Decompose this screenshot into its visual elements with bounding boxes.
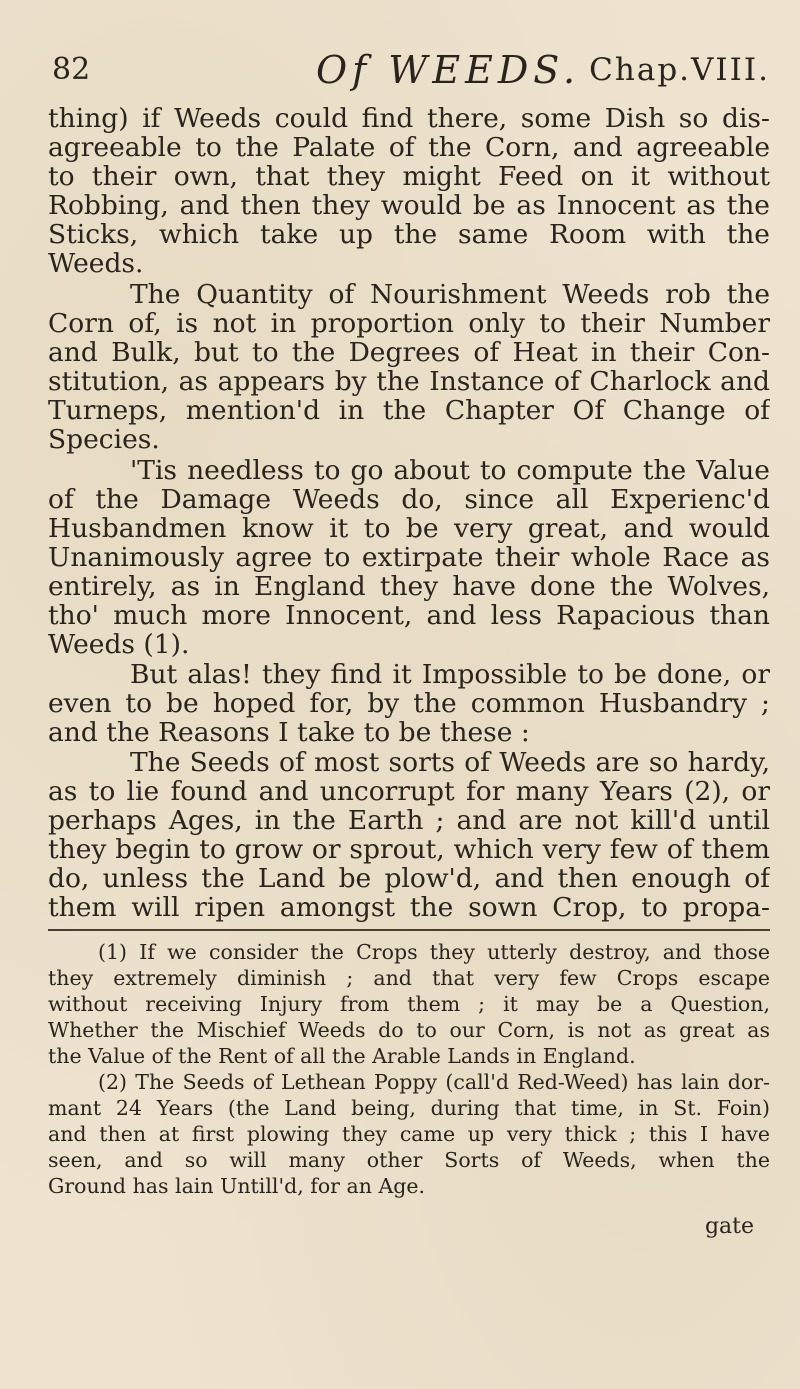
body-line: do, unless the Land be plow'd, and then enough of — [48, 863, 770, 894]
body-line: to their own, that they might Feed on it without — [48, 161, 770, 192]
body-line: 'Tis needless to go about to compute the Value — [130, 455, 770, 486]
footnote-line: seen, and so will many other Sorts of Weeds, when the — [48, 1148, 770, 1172]
page-number: 82 — [52, 52, 91, 87]
body-line: they begin to grow or sprout, which very few of them — [48, 834, 770, 865]
body-line: The Seeds of most sorts of Weeds are so hardy, — [130, 747, 770, 778]
body-line: stitution, as appears by the Instance of Charlock and — [48, 366, 770, 397]
body-line: agreeable to the Palate of the Corn, and agreeable — [48, 132, 770, 163]
page-header — [48, 42, 770, 98]
footnote-line: Ground has lain Untill'd, for an Age. — [48, 1174, 426, 1198]
body-line: of the Damage Weeds do, since all Experienc'd — [48, 484, 770, 515]
footnote-line: they extremely diminish ; and that very few Crops escape — [48, 966, 770, 990]
body-line: thing) if Weeds could find there, some Dish so dis- — [48, 103, 770, 134]
body-line: Corn of, is not in proportion only to their Number — [48, 308, 770, 339]
body-line: and the Reasons I take to be these : — [48, 717, 530, 748]
footnote-line: (1) If we consider the Crops they utterly destroy, and those — [98, 940, 770, 964]
body-line: Sticks, which take up the same Room with the — [48, 219, 770, 250]
footnote-line: without receiving Injury from them ; it may be a Question, — [48, 992, 770, 1016]
body-line: tho' much more Innocent, and less Rapacious than — [48, 600, 770, 631]
body-line: entirely, as in England they have done the Wolves, — [48, 571, 770, 602]
footnote-line: mant 24 Years (the Land being, during that time, in St. Foin) — [48, 1096, 770, 1120]
footnote-line: the Value of the Rent of all the Arable Lands in England. — [48, 1044, 636, 1068]
body-line: them will ripen amongst the sown Crop, to propa- — [48, 892, 770, 923]
body-line: Robbing, and then they would be as Innocent as the — [48, 190, 770, 221]
body-line: perhaps Ages, in the Earth ; and are not kill'd until — [48, 805, 770, 836]
body-line: But alas! they find it Impossible to be done, or — [130, 659, 770, 690]
body-line: Turneps, mention'd in the Chapter Of Change of — [48, 395, 770, 426]
body-line: Species. — [48, 424, 160, 455]
footnote-rule — [48, 929, 770, 931]
chapter-label: Chap.VIII. — [589, 52, 770, 88]
footnote-line: and then at first plowing they came up very thick ; this I have — [48, 1122, 770, 1146]
book-page — [48, 0, 770, 1389]
footnote-line: (2) The Seeds of Lethean Poppy (call'd Red-Weed) has lain dor- — [98, 1070, 770, 1094]
running-title: Of WEEDS. — [316, 48, 581, 92]
body-line: even to be hoped for, by the common Husbandry ; — [48, 688, 770, 719]
body-line: Husbandmen know it to be very great, and would — [48, 513, 770, 544]
catchword: gate — [704, 1214, 754, 1239]
body-line: The Quantity of Nourishment Weeds rob the — [130, 279, 770, 310]
footnote-line: Whether the Mischief Weeds do to our Corn, is not as great as — [48, 1018, 770, 1042]
body-line: and Bulk, but to the Degrees of Heat in their Con- — [48, 337, 770, 368]
body-line: Weeds. — [48, 248, 144, 279]
body-line: Unanimously agree to extirpate their whole Race as — [48, 542, 770, 573]
body-line: as to lie found and uncorrupt for many Years (2), or — [48, 776, 770, 807]
body-line: Weeds (1). — [48, 629, 190, 660]
